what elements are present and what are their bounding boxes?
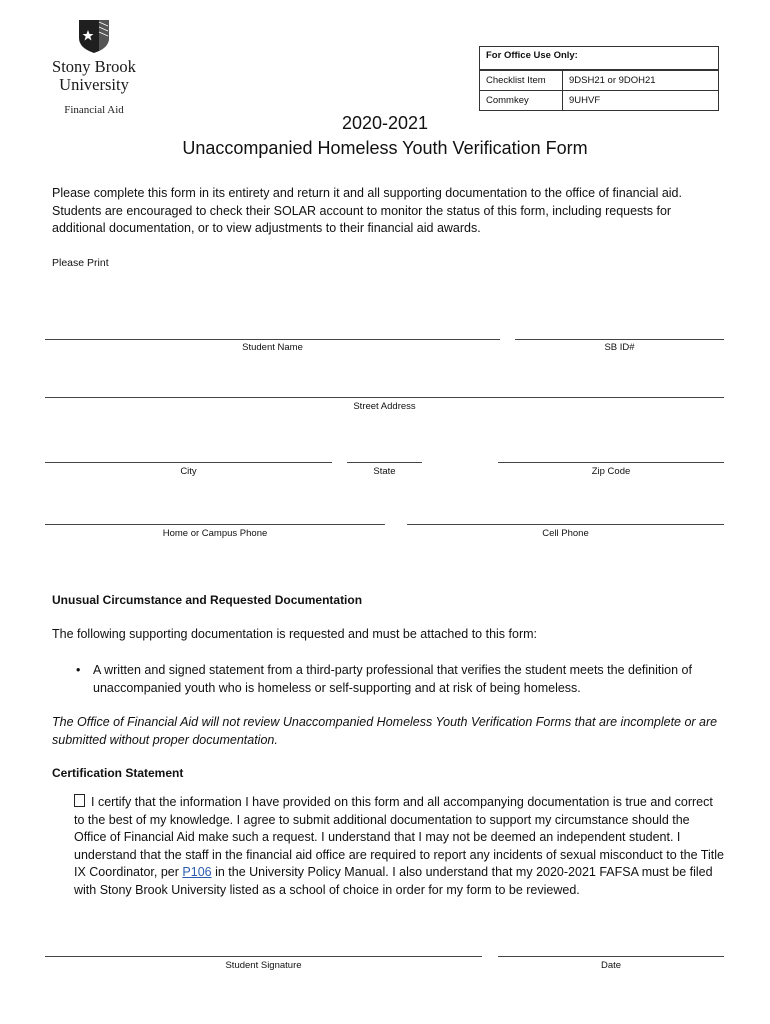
date-label: Date <box>600 960 622 971</box>
certification-text-end: in the University Policy Manual. I also understand that my 2020-2021 FAFSA must be filed with Stony Brook University listed as a school of choice in order for my form to be reviewed. <box>74 865 713 897</box>
certification-text: I certify that the information I have provided on this form and all accompanying documentation is true and correct to the best of my knowledge. I agree to submit additional documentation to support my circumstance should the Office of Financial Aid make such a request. I understand that I may not be deemed an independent student. I understand that the staff in the financial aid office are required to report any incidents of sexual misconduct to the Title IX Coordinator, per <box>74 795 724 879</box>
bullet-text: A written and signed statement from a third-party professional that verifies the student meets the definition of unaccompanied youth who is homeless or self-supporting and at risk of being homeless. <box>93 663 692 695</box>
zip-code-label: Zip Code <box>591 466 631 477</box>
state-label: State <box>373 466 396 477</box>
policy-p106-link[interactable]: P106 <box>182 865 212 879</box>
documentation-requested: The following supporting documentation is requested and must be attached to this form: <box>52 627 538 641</box>
city-field[interactable] <box>45 462 332 463</box>
date-field[interactable] <box>498 956 724 957</box>
cell-phone-label: Cell Phone <box>542 528 589 539</box>
intro-paragraph: Please complete this form in its entirety and return it and all supporting documentation to the office of financial aid. Students are encouraged to check their SOLAR account to monitor the status of this form, including requests for additional documentation, or to view adjustments to their financial aid awards. <box>52 186 682 235</box>
certify-checkbox[interactable] <box>74 794 85 807</box>
state-field[interactable] <box>347 462 422 463</box>
logo-name-line1: Stony Brook <box>52 57 136 76</box>
office-row-key: Commkey <box>480 91 563 110</box>
home-phone-field[interactable] <box>45 524 385 525</box>
street-address-field[interactable] <box>45 397 724 398</box>
city-label: City <box>180 466 197 477</box>
student-name-field[interactable] <box>45 339 500 340</box>
certification-statement <box>74 794 724 899</box>
form-year: 2020-2021 <box>341 113 429 133</box>
signature-field[interactable] <box>45 956 482 957</box>
office-row-checklist <box>480 70 718 90</box>
documentation-bullet <box>76 662 716 697</box>
sbid-label: SB ID# <box>604 342 635 353</box>
logo-department: Financial Aid <box>64 104 124 116</box>
office-row-commkey <box>480 90 718 110</box>
office-row-value: 9DSH21 or 9DOH21 <box>569 75 656 86</box>
office-use-header: For Office Use Only: <box>480 47 718 70</box>
please-print-note: Please Print <box>52 257 109 269</box>
home-phone-label: Home or Campus Phone <box>162 528 268 539</box>
form-title: Unaccompanied Homeless Youth Verification Form <box>182 138 588 158</box>
university-logo <box>44 18 144 116</box>
office-use-box <box>479 46 719 111</box>
street-address-label: Street Address <box>353 401 416 412</box>
signature-label: Student Signature <box>225 960 302 971</box>
documentation-warning: The Office of Financial Aid will not review Unaccompanied Homeless Youth Verification Forms that are incomplete or are submitted without proper documentation. <box>52 715 718 747</box>
shield-logo-icon <box>77 18 111 54</box>
student-name-label: Student Name <box>242 342 303 353</box>
logo-name-line2: University <box>59 75 129 94</box>
bullet-icon: • <box>76 663 81 677</box>
documentation-heading: Unusual Circumstance and Requested Documentation <box>52 593 363 607</box>
office-row-value: 9UHVF <box>569 95 601 106</box>
zip-code-field[interactable] <box>498 462 724 463</box>
certification-heading: Certification Statement <box>52 766 184 780</box>
cell-phone-field[interactable] <box>407 524 724 525</box>
office-row-key: Checklist Item <box>480 71 563 90</box>
sbid-field[interactable] <box>515 339 724 340</box>
